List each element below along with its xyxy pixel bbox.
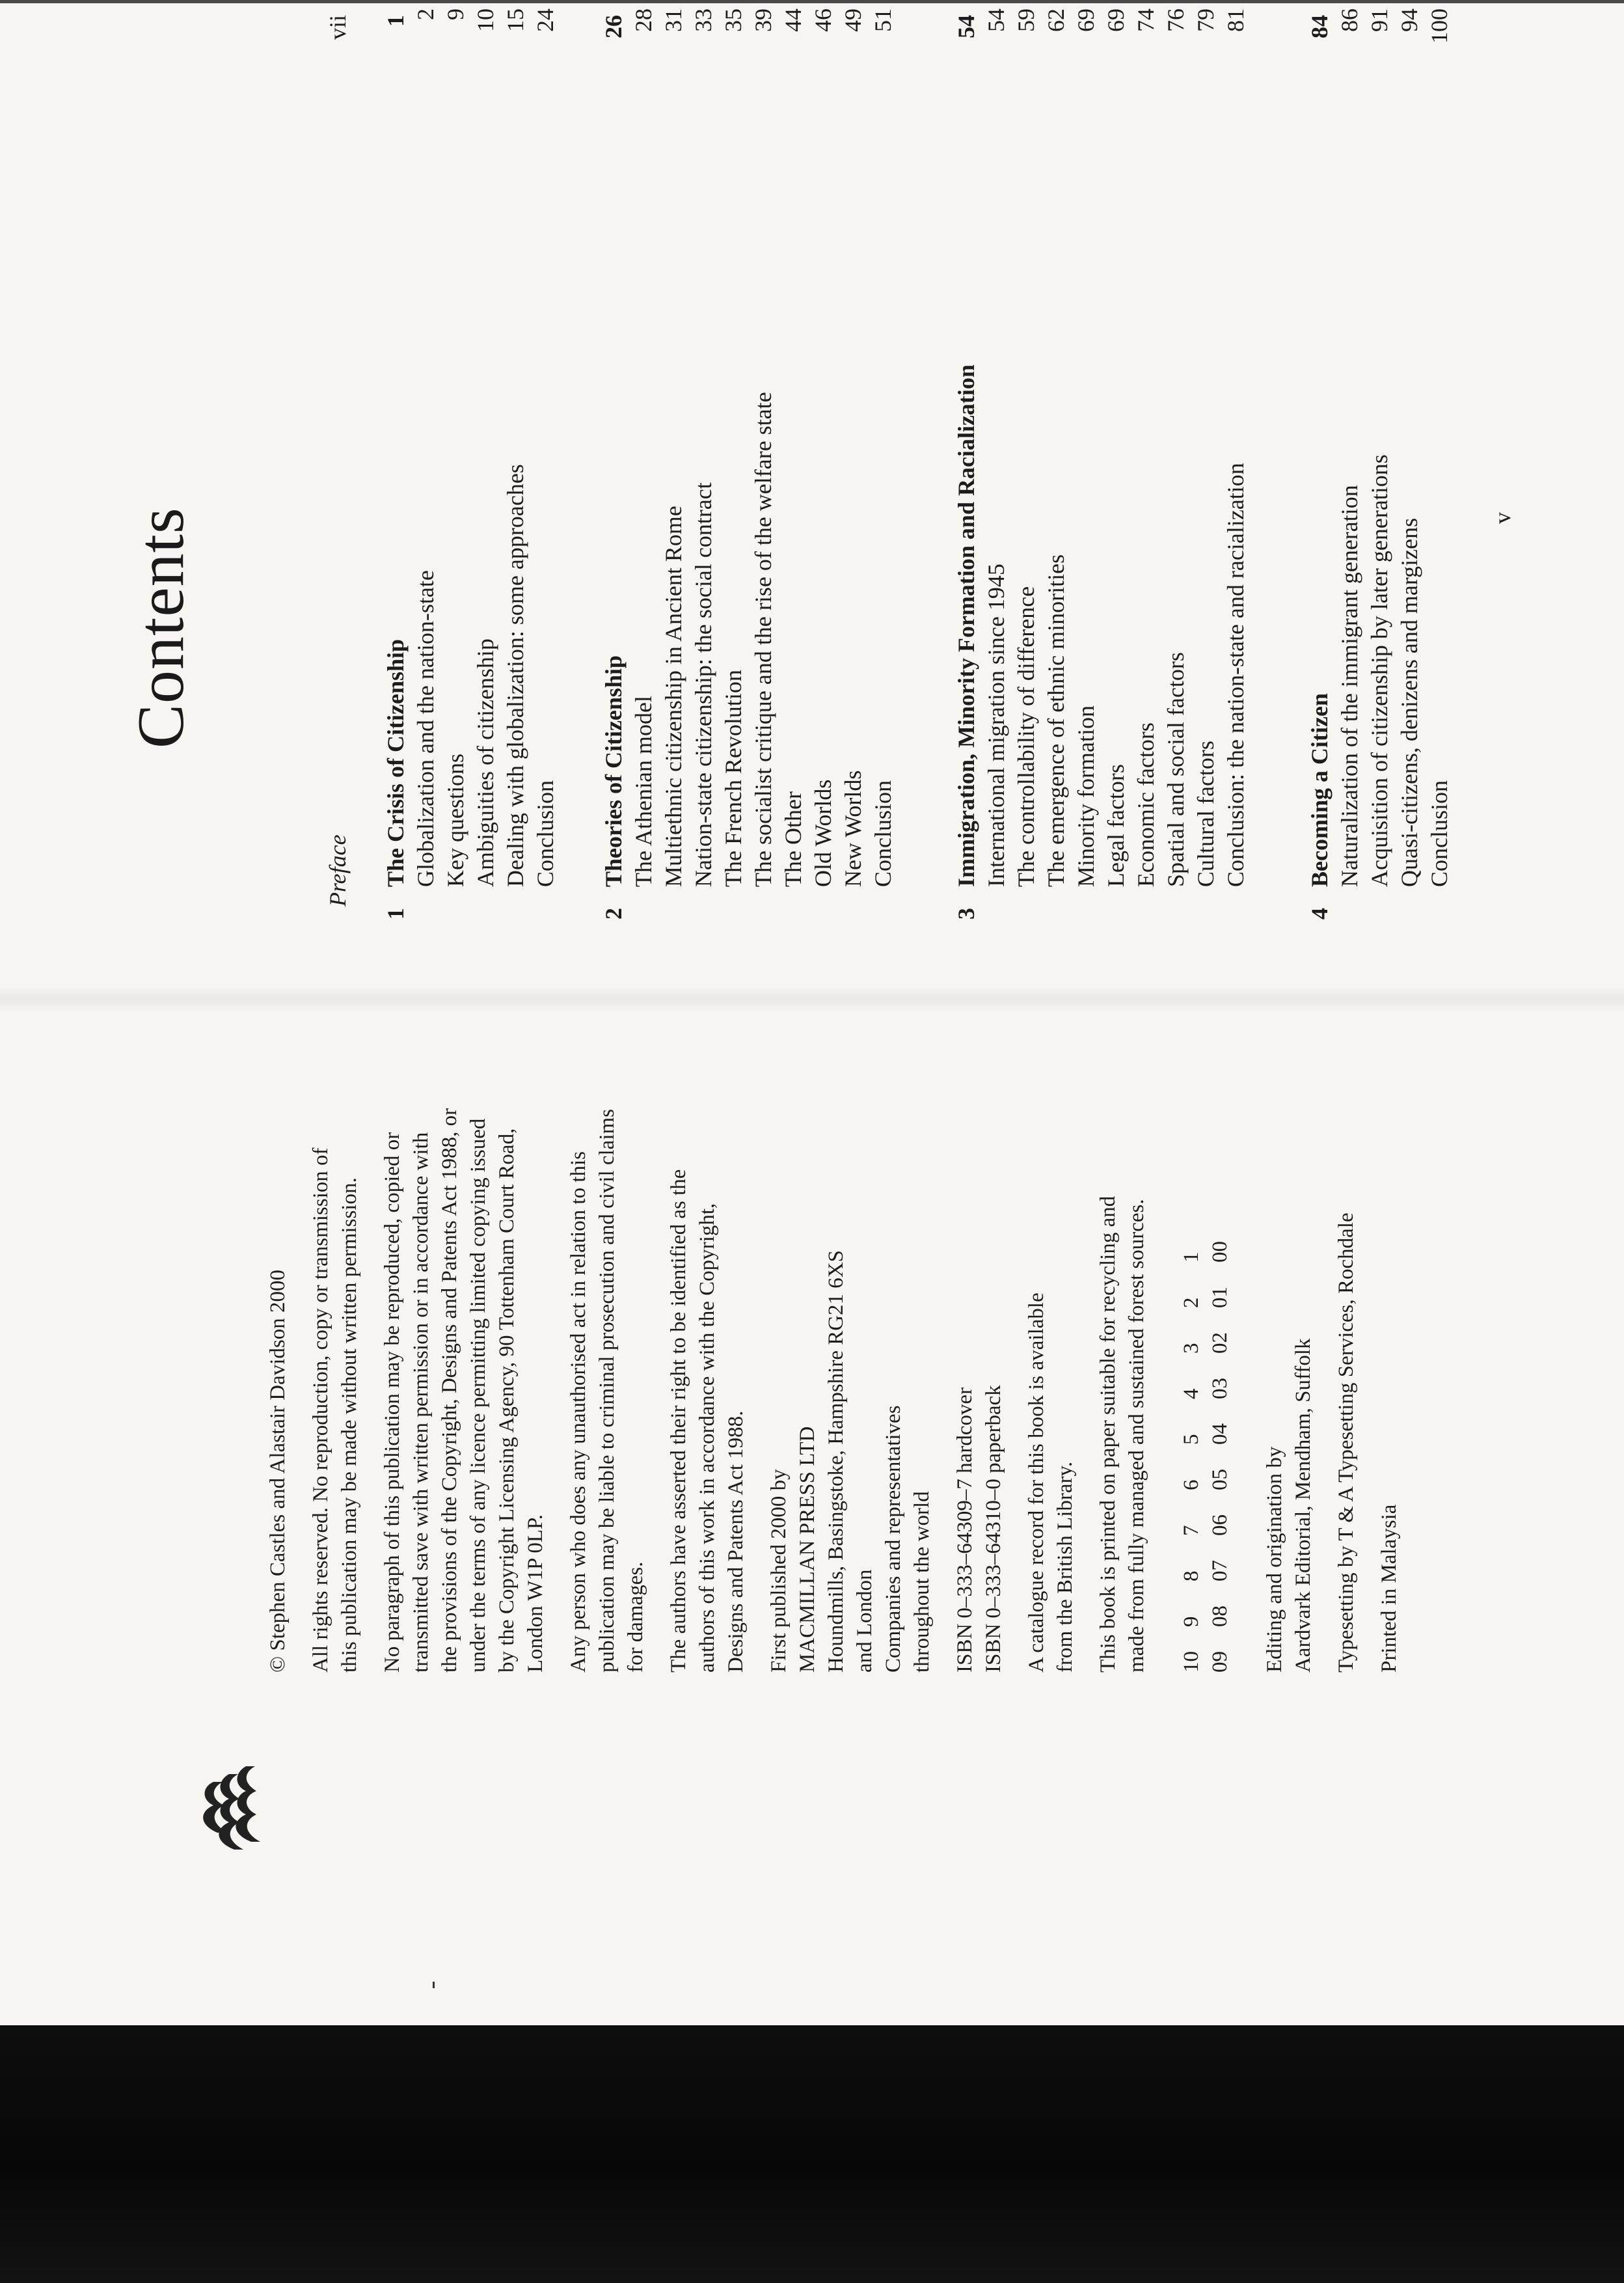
- toc-entry: Multiethnic citizenship in Ancient Rome 31: [660, 8, 686, 887]
- toc-entry: The emergence of ethnic minorities 62: [1043, 8, 1069, 887]
- impression-years: 09 08 07 06 05 04 03 02 01 00: [1208, 1241, 1232, 1673]
- chapter-title: Immigration, Minority Formation and Racialization: [953, 364, 979, 887]
- chapter-page-number: 54: [953, 15, 979, 38]
- chapter-number: 2: [601, 908, 627, 920]
- toc-entry: Old Worlds 46: [810, 8, 836, 887]
- impression-line: [1177, 1100, 1234, 1673]
- chapter-page-number: 1: [383, 15, 409, 27]
- imprint-text-block: [264, 1100, 1418, 1673]
- chapter-entries: [411, 8, 560, 887]
- toc-entry: The controllability of difference 59: [1013, 8, 1039, 887]
- toc-entry: Conclusion: the nation-state and racialization 81: [1223, 8, 1249, 887]
- chapter-page-number: 84: [1306, 15, 1333, 38]
- toc-entry: Legal factors 69: [1103, 8, 1129, 887]
- moral-rights-paragraph: The authors have asserted their right to be identified as the authors of this work in accordance with the Copyright, Designs and Patents Act 1988.: [667, 1169, 748, 1673]
- imprint-page: [0, 1074, 1624, 2017]
- copyright-line: © Stephen Castles and Alastair Davidson 2000: [266, 1270, 290, 1673]
- toc-entry: Naturalization of the immigrant generation 86: [1336, 8, 1362, 887]
- toc-entry: Dealing with globalization: some approaches 15: [502, 8, 528, 887]
- chapter-number: 4: [1306, 908, 1333, 920]
- isbn-paragraph: ISBN 0–333–64309–7 hardcover ISBN 0–333–64310–0 paperback: [953, 1385, 1005, 1673]
- preface-label: Preface: [325, 834, 351, 907]
- publisher-paragraph: First published 2000 by MACMILLAN PRESS LTD Houndmills, Basingstoke, Hampshire RG21 6XS and London Companies and representatives throughout the world: [767, 1250, 934, 1673]
- toc-entry: Conclusion 51: [870, 8, 896, 887]
- chapter-page-number: 26: [601, 15, 627, 38]
- toc-entry: Minority formation 69: [1073, 8, 1099, 887]
- toc-entry: Spatial and social factors 76: [1163, 8, 1189, 887]
- top-edge-rule: [0, 0, 1624, 3]
- toc-entry: Economic factors 74: [1133, 8, 1159, 887]
- chapter-title: Theories of Citizenship: [601, 655, 627, 887]
- editing-paragraph: Editing and origination by Aardvark Editorial, Mendham, Suffolk: [1263, 1338, 1315, 1673]
- toc-entry: Key questions 9: [442, 8, 468, 887]
- paper-paragraph: This book is printed on paper suitable for recycling and made from fully managed and sustained forest sources.: [1096, 1196, 1148, 1673]
- chapter-number: 3: [953, 908, 979, 920]
- toc-entry: The Other 44: [780, 8, 806, 887]
- toc-entry: New Worlds 49: [840, 8, 866, 887]
- toc-entry: Cultural factors 79: [1193, 8, 1219, 887]
- typesetting-line: Typesetting by T & A Typesetting Services, Rochdale: [1334, 1212, 1358, 1673]
- catalogue-paragraph: A catalogue record for this book is available from the British Library.: [1025, 1292, 1077, 1673]
- printed-line: Printed in Malaysia: [1377, 1504, 1401, 1673]
- toc-entry: Nation-state citizenship: the social contract 33: [690, 8, 716, 887]
- toc-entry: Conclusion 24: [532, 8, 558, 887]
- publisher-logo-icon: [189, 1757, 267, 1855]
- reproduction-paragraph: No paragraph of this publication may be reproduced, copied or transmitted save with written permission or in accordance with the provisions of the Copyright, Designs and Patents Act 1988, or under the terms of any licence permitting limited copying issued by the Copyright Licensing Agency, 90 Tottenham Court Road, London W1P 0LP.: [381, 1108, 547, 1673]
- preface-page-number: vii: [325, 15, 351, 40]
- toc-entry: The socialist critique and the rise of the welfare state 39: [750, 8, 776, 887]
- toc-entry: Ambiguities of citizenship 10: [472, 8, 498, 887]
- toc-entry: Acquisition of citizenship by later generations 91: [1366, 8, 1392, 887]
- toc-entry: The French Revolution 35: [720, 8, 746, 887]
- toc-entry: Globalization and the nation-state 2: [413, 8, 439, 887]
- rights-paragraph: All rights reserved. No reproduction, copy or transmission of this publication may be made without written permission.: [309, 1147, 361, 1673]
- chapter-entries: [981, 8, 1251, 887]
- preface-entry: [324, 8, 351, 907]
- chapter-number: 1: [383, 908, 409, 920]
- toc-entry: Quasi-citizens, denizens and margizens 94: [1396, 8, 1422, 887]
- scanner-shadow: [0, 2025, 1624, 2283]
- toc-entry: The Athenian model 28: [630, 8, 656, 887]
- toc-entry: Conclusion 100: [1426, 8, 1452, 887]
- liability-paragraph: Any person who does any unauthorised act in relation to this publication may be liable to criminal prosecution and civil claims for damages.: [567, 1108, 647, 1673]
- toc-entry: International migration since 1945 54: [983, 8, 1009, 887]
- chapter-entries: [629, 8, 898, 887]
- chapter-title: The Crisis of Citizenship: [383, 638, 409, 887]
- chapter-title: Becoming a Citizen: [1306, 693, 1333, 887]
- contents-page: [0, 10, 1624, 1005]
- page-folio: v: [1489, 512, 1515, 524]
- contents-title: Contents: [124, 507, 198, 748]
- chapter-entries: [1334, 8, 1454, 887]
- impression-numbers: 10 9 8 7 6 5 4 3 2 1: [1180, 1251, 1203, 1673]
